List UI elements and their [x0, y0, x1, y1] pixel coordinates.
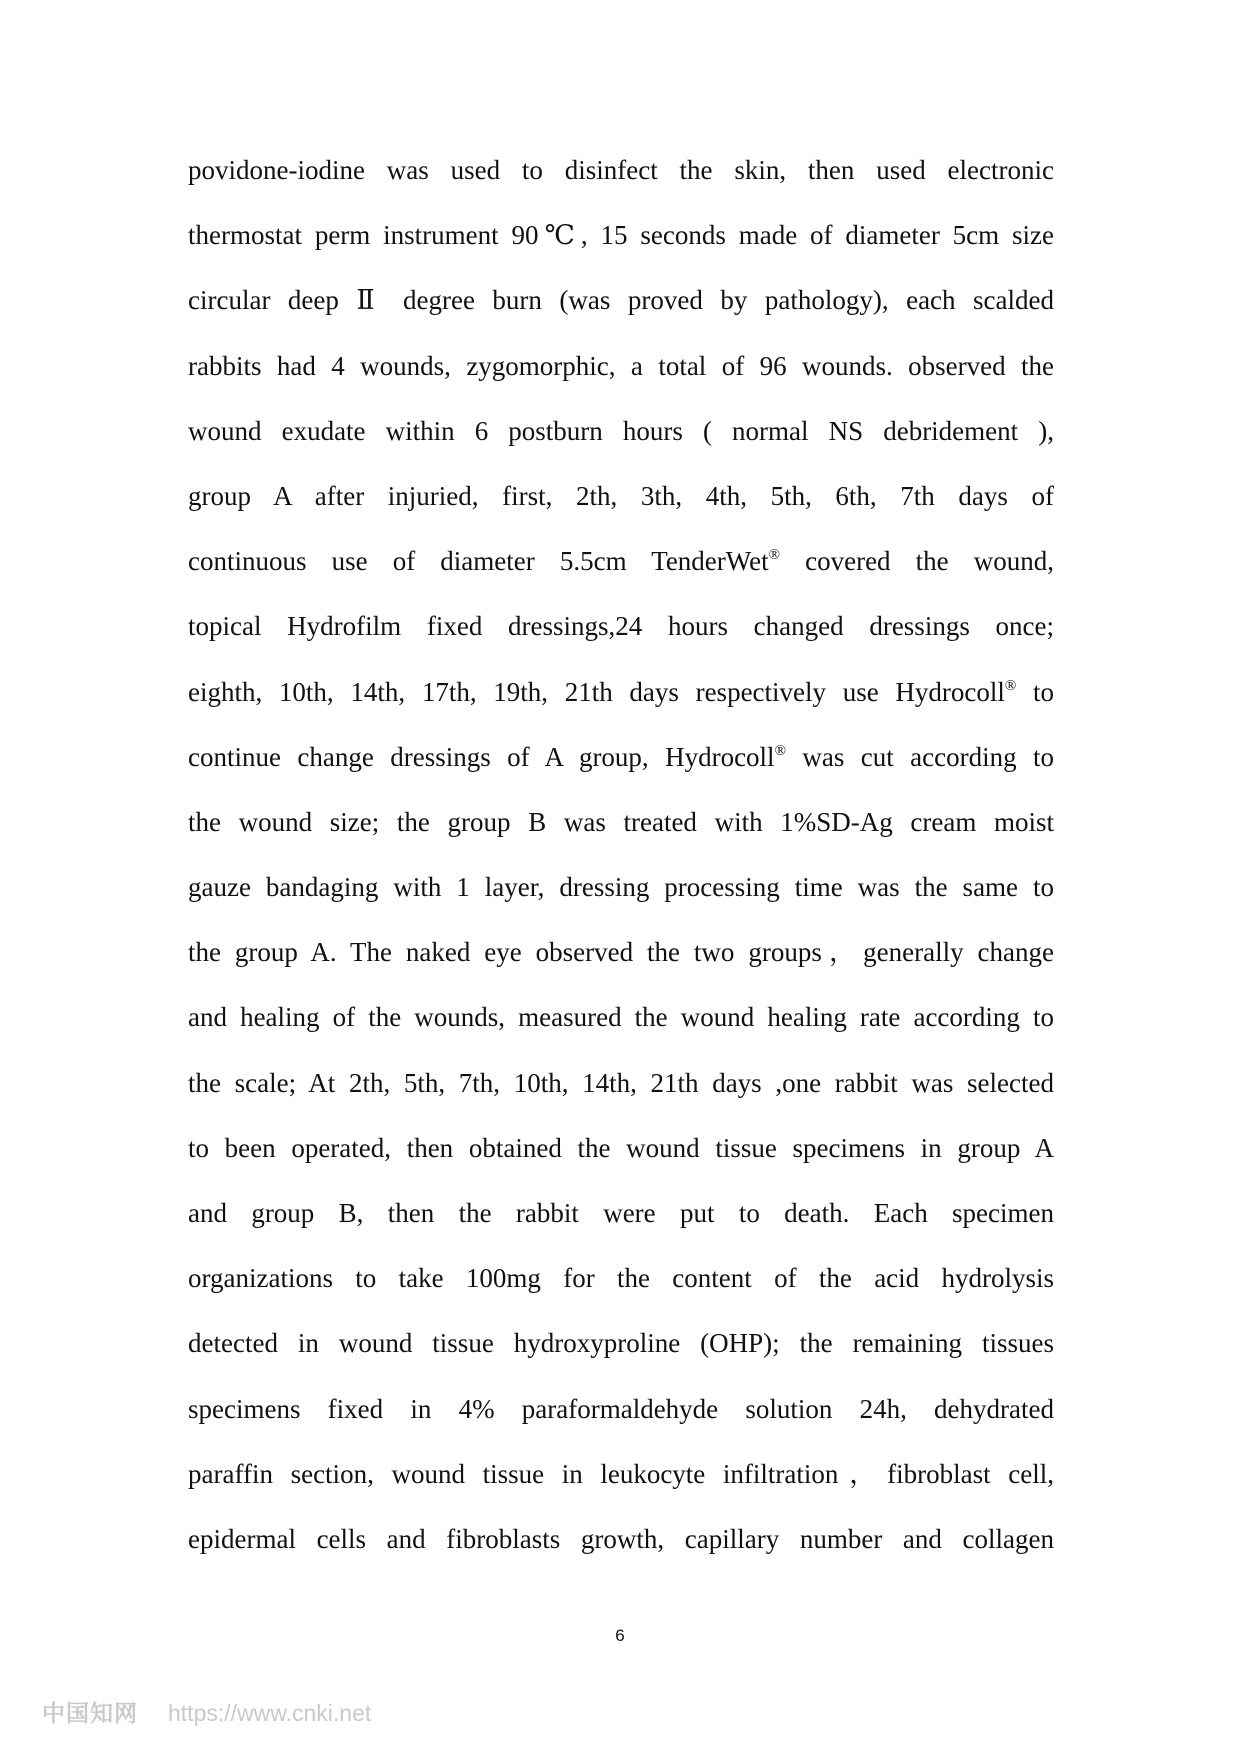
watermark-logo: 中国知网 [42, 1700, 138, 1726]
text-line: eighth, 10th, 14th, 17th, 19th, 21th days respectively use Hydrocoll® to [188, 676, 1054, 707]
text-line: epidermal cells and fibroblasts growth, capillary number and collagen [188, 1523, 1054, 1554]
registered-mark: ® [768, 547, 780, 564]
text-line: organizations to take 100mg for the content of the acid hydrolysis [188, 1263, 1054, 1294]
body-text [188, 154, 1054, 1588]
text-line: specimens fixed in 4% paraformaldehyde solution 24h, dehydrated [188, 1393, 1054, 1424]
page-number: 6 [615, 1626, 625, 1645]
text-line: detected in wound tissue hydroxyproline (OHP); the remaining tissues [188, 1328, 1054, 1359]
text-line: and group B, then the rabbit were put to death. Each specimen [188, 1198, 1054, 1228]
watermark-url: https://www.cnki.net [168, 1700, 372, 1726]
text-line: the scale; At 2th, 5th, 7th, 10th, 14th, 21th days ,one rabbit was selected [188, 1067, 1054, 1098]
text-line: rabbits had 4 wounds, zygomorphic, a total of 96 wounds. observed the [188, 350, 1054, 381]
registered-mark: ® [1004, 677, 1017, 694]
cnki-watermark [42, 1695, 371, 1728]
text-line: wound exudate within 6 postburn hours ( normal NS debridement ), [188, 415, 1054, 446]
text-line: the group A. The naked eye observed the two groups，generally change [188, 937, 1054, 968]
text-line: continue change dressings of A group, Hydrocoll® was cut according to [188, 741, 1054, 772]
text-line: povidone-iodine was used to disinfect the skin, then used electronic [188, 155, 1054, 185]
registered-mark: ® [774, 742, 786, 759]
text-line: the wound size; the group B was treated with 1%SD-Ag cream moist [188, 806, 1054, 837]
text-line: group A after injuried, first, 2th, 3th, 4th, 5th, 6th, 7th days of [188, 480, 1054, 511]
text-line: to been operated, then obtained the wound tissue specimens in group A [188, 1132, 1054, 1163]
text-line: and healing of the wounds, measured the wound healing rate according to [188, 1002, 1054, 1033]
text-line: topical Hydrofilm fixed dressings,24 hours changed dressings once; [188, 611, 1054, 642]
text-line: continuous use of diameter 5.5cm TenderWet® covered the wound, [188, 546, 1054, 577]
text-line: circular deep Ⅱ degree burn (was proved by pathology), each scalded [188, 285, 1054, 316]
text-line: paraffin section, wound tissue in leukocyte infiltration，fibroblast cell, [188, 1458, 1054, 1489]
text-line: gauze bandaging with 1 layer, dressing processing time was the same to [188, 872, 1054, 903]
text-line: thermostat perm instrument 90℃, 15 seconds made of diameter 5cm size [188, 220, 1054, 251]
